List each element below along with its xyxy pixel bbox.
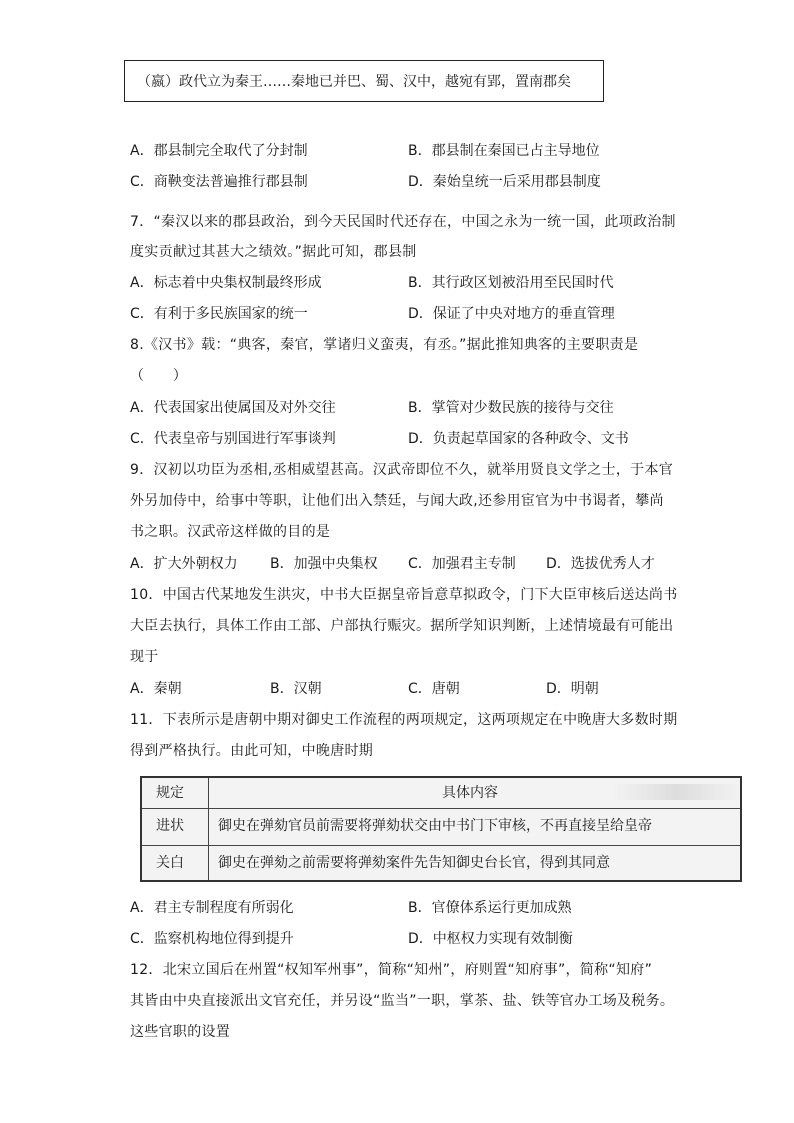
q8-option-c: C．代表皇帝与别国进行军事谈判 xyxy=(130,431,336,447)
table-cell-rule: 进状 xyxy=(156,818,184,834)
q8-stem-line1: 8.《汉书》载：“典客，秦官，掌诸归义蛮夷，有丞。”据此推知典客的主要职责是 xyxy=(130,337,639,353)
q11-option-a: A．君主专制程度有所弱化 xyxy=(130,900,294,916)
q6-option-d: D．秦始皇统一后采用郡县制度 xyxy=(408,174,601,190)
q7-option-b: B．其行政区划被沿用至民国时代 xyxy=(408,275,614,291)
q7-option-c: C．有利于多民族国家的统一 xyxy=(130,306,308,322)
q8-option-d: D．负责起草国家的各种政令、文书 xyxy=(408,431,629,447)
table-column-divider xyxy=(208,778,209,880)
q6-option-a: A．郡县制完全取代了分封制 xyxy=(130,143,308,159)
q10-option-d: D．明朝 xyxy=(546,681,599,697)
table-row xyxy=(142,808,740,846)
q8-stem-line2: （ ） xyxy=(130,368,188,384)
q7-option-d: D．保证了中央对地方的垂直管理 xyxy=(408,306,615,322)
q8-option-b: B．掌管对少数民族的接待与交往 xyxy=(408,400,614,416)
q10-stem-line3: 现于 xyxy=(130,649,159,665)
table-cell-rule: 关白 xyxy=(156,855,184,871)
rules-table xyxy=(140,776,742,882)
q10-option-c: C．唐朝 xyxy=(408,681,460,697)
q9-option-d: D．选拔优秀人才 xyxy=(546,556,655,572)
q10-option-b: B．汉朝 xyxy=(270,681,322,697)
table-cell-content: 御史在弹劾官员前需要将弹劾状交由中书门下审核，不再直接呈给皇帝 xyxy=(218,818,652,834)
q9-stem-line2: 外另加侍中，给事中等职，让他们出入禁廷，与闻大政,还参用宦官为中书谒者，攀尚 xyxy=(130,493,664,509)
q10-stem-line1: 10．中国古代某地发生洪灾，中书大臣据皇帝旨意草拟政令，门下大臣审核后送达尚书 xyxy=(130,587,678,603)
q11-option-c: C．监察机构地位得到提升 xyxy=(130,931,294,947)
q11-stem-line2: 得到严格执行。由此可知，中晚唐时期 xyxy=(130,743,374,759)
q7-stem-line1: 7．“秦汉以来的郡县政治，到今天民国时代还存在，中国之永为一统一国，此项政治制 xyxy=(130,214,676,230)
q9-stem-line3: 书之职。汉武帝这样做的目的是 xyxy=(130,524,331,540)
q7-stem-line2: 度实贡献过其甚大之绩效。”据此可知，郡县制 xyxy=(130,244,417,260)
table-header-content: 具体内容 xyxy=(442,785,498,801)
q12-stem-line2: 其皆由中央直接派出文官充任，并另设“监当”一职，掌茶、盐、铁等官办工场及税务。 xyxy=(130,993,675,1009)
q7-option-a: A．标志着中央集权制最终形成 xyxy=(130,275,322,291)
quote-box xyxy=(124,60,604,102)
q11-option-d: D．中枢权力实现有效制衡 xyxy=(408,931,573,947)
q9-option-a: A．扩大外朝权力 xyxy=(130,556,238,572)
table-cell-content: 御史在弹劾之前需要将弹劾案件先告知御史台长官，得到其同意 xyxy=(218,855,610,871)
table-header-rule: 规定 xyxy=(156,785,184,801)
q12-stem-line3: 这些官职的设置 xyxy=(130,1024,231,1040)
q11-option-b: B．官僚体系运行更加成熟 xyxy=(408,900,572,916)
q9-option-c: C．加强君主专制 xyxy=(408,556,516,572)
quote-text: （嬴）政代立为秦王……秦地已并巴、蜀、汉中，越宛有郢，置南郡矣 xyxy=(137,74,571,90)
q9-stem-line1: 9．汉初以功臣为丞相,丞相威望甚高。汉武帝即位不久，就举用贤良文学之士，于本官 xyxy=(130,462,674,478)
q10-stem-line2: 大臣去执行，具体工作由工部、户部执行赈灾。据所学知识判断，上述情境最有可能出 xyxy=(130,618,674,634)
table-row xyxy=(142,845,740,880)
q11-stem-line1: 11．下表所示是唐朝中期对御史工作流程的两项规定，这两项规定在中晚唐大多数时期 xyxy=(130,712,678,728)
q9-option-b: B．加强中央集权 xyxy=(270,556,378,572)
q6-option-c: C．商鞅变法普遍推行郡县制 xyxy=(130,174,308,190)
table-header-row xyxy=(142,778,740,809)
q12-stem-line1: 12．北宋立国后在州置“权知军州事”，简称“知州”，府则置“知府事”，简称“知府” xyxy=(130,962,653,978)
q10-option-a: A．秦朝 xyxy=(130,681,182,697)
q6-option-b: B．郡县制在秦国已占主导地位 xyxy=(408,143,600,159)
q8-option-a: A．代表国家出使属国及对外交往 xyxy=(130,400,336,416)
